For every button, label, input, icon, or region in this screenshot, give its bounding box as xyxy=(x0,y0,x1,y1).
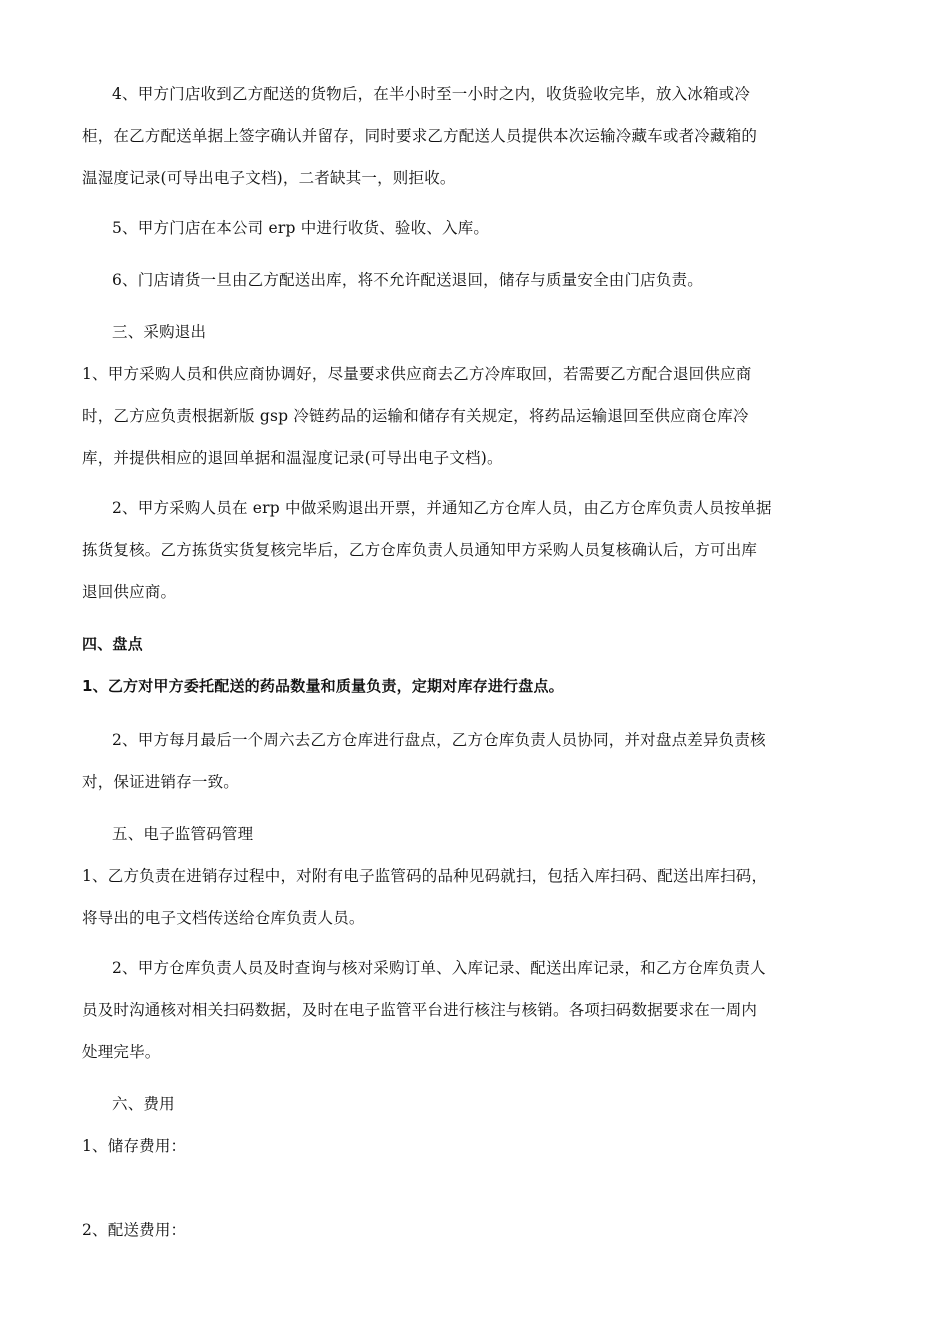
section-3-item-1-line-2: 时，乙方应负责根据新版 gsp 冷链药品的运输和储存有关规定，将药品运输退回至供应商仓库冷 xyxy=(82,407,749,425)
section-5-item-2-line-2: 员及时沟通核对相关扫码数据，及时在电子监管平台进行核注与核销。各项扫码数据要求在一周内 xyxy=(82,1001,758,1019)
section-3-item-2-line-1: 2、甲方采购人员在 erp 中做采购退出开票，并通知乙方仓库人员，由乙方仓库负责人员按单据 xyxy=(112,499,772,517)
paragraph-4-line-2: 柜，在乙方配送单据上签字确认并留存，同时要求乙方配送人员提供本次运输冷藏车或者冷藏箱的 xyxy=(82,127,758,145)
section-6-heading: 六、费用 xyxy=(112,1095,175,1113)
section-5-heading: 五、电子监管码管理 xyxy=(112,825,254,843)
section-3-heading: 三、采购退出 xyxy=(112,323,207,341)
storage-fee-label: 1、储存费用： xyxy=(82,1137,187,1155)
paragraph-4-line-3: 温湿度记录(可导出电子文档)，二者缺其一，则拒收。 xyxy=(82,169,456,187)
section-5-item-2-line-1: 2、甲方仓库负责人员及时查询与核对采购订单、入库记录、配送出库记录，和乙方仓库负责人 xyxy=(112,959,766,977)
section-3-item-1-line-3: 库，并提供相应的退回单据和温湿度记录(可导出电子文档)。 xyxy=(82,449,503,467)
section-4-heading: 四、盘点 xyxy=(82,635,143,653)
section-5-item-1-line-1: 1、乙方负责在进销存过程中，对附有电子监管码的品种见码就扫，包括入库扫码、配送出库扫码， xyxy=(82,867,768,885)
section-5-item-2-line-3: 处理完毕。 xyxy=(82,1043,161,1061)
section-3-item-1-line-1: 1、甲方采购人员和供应商协调好，尽量要求供应商去乙方冷库取回，若需要乙方配合退回供应商 xyxy=(82,365,752,383)
paragraph-6: 6、门店请货一旦由乙方配送出库，将不允许配送退回，储存与质量安全由门店负责。 xyxy=(112,271,703,289)
section-4-item-1: 1、乙方对甲方委托配送的药品数量和质量负责，定期对库存进行盘点。 xyxy=(82,677,564,695)
section-5-item-1-line-2: 将导出的电子文档传送给仓库负责人员。 xyxy=(82,909,365,927)
delivery-fee-label: 2、配送费用： xyxy=(82,1221,187,1239)
paragraph-4-line-1: 4、甲方门店收到乙方配送的货物后，在半小时至一小时之内，收货验收完毕，放入冰箱或冷 xyxy=(112,85,751,103)
paragraph-5: 5、甲方门店在本公司 erp 中进行收货、验收、入库。 xyxy=(112,219,490,237)
section-4-item-2-line-1: 2、甲方每月最后一个周六去乙方仓库进行盘点，乙方仓库负责人员协同，并对盘点差异负责核 xyxy=(112,731,766,749)
section-3-item-2-line-3: 退回供应商。 xyxy=(82,583,177,601)
section-4-item-2-line-2: 对，保证进销存一致。 xyxy=(82,773,240,791)
section-3-item-2-line-2: 拣货复核。乙方拣货实货复核完毕后，乙方仓库负责人员通知甲方采购人员复核确认后，方可出库 xyxy=(82,541,758,559)
